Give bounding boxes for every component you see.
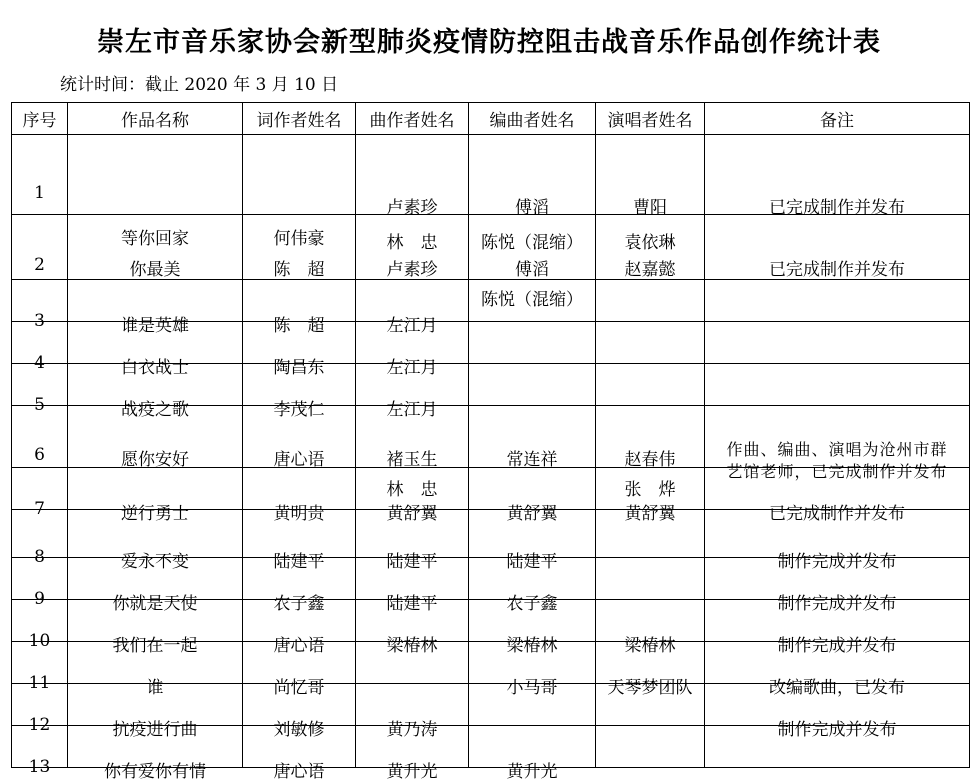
cell-name-text: 你有爱你有情 <box>104 761 206 782</box>
cell-singer <box>596 406 705 500</box>
cell-name-text: 你最美 <box>129 260 181 280</box>
cell-composer-text: 梁椿林 <box>386 635 438 656</box>
cell-composer <box>356 280 469 336</box>
cell-lyricist <box>243 280 356 336</box>
cell-note-text: 制作完成并发布 <box>777 635 897 656</box>
cell-singer <box>596 600 705 656</box>
cell-lyricist-text: 农子鑫 <box>273 593 325 614</box>
cell-arranger-text: 傅滔 <box>515 260 549 280</box>
cell-lyricist-text: 唐心语 <box>273 635 325 656</box>
cell-arranger <box>469 322 596 364</box>
cell-lyricist <box>243 468 356 524</box>
cell-no-text: 4 <box>34 352 45 373</box>
cell-lyricist-text: 唐心语 <box>273 761 325 782</box>
cell-singer-text: 梁椿林 <box>624 635 676 656</box>
cell-note-text: 改编歌曲，已发布 <box>769 677 905 698</box>
cell-composer-text: 黄舒翼 <box>386 503 438 524</box>
cell-lyricist-text: 尚忆哥 <box>273 677 325 698</box>
header-name: 作品名称 <box>68 103 243 135</box>
cell-composer-text: 左江月 <box>386 315 438 336</box>
cell-no <box>12 406 68 468</box>
cell-composer <box>356 135 469 253</box>
cell-no-text: 10 <box>28 630 51 651</box>
cell-name-text: 愿你安好 <box>121 449 189 470</box>
cell-no-text: 9 <box>34 588 45 609</box>
cell-arranger-text: 小马哥 <box>506 677 558 698</box>
cell-lyricist-text: 何伟豪 <box>273 228 325 249</box>
cell-singer-text: 天琴梦团队 <box>607 677 693 698</box>
cell-note-text: 制作完成并发布 <box>777 719 897 740</box>
stat-time: 统计时间：截止 2020 年 3 月 10 日 <box>60 75 339 95</box>
cell-no <box>12 135 68 215</box>
cell-name <box>68 135 243 249</box>
cell-composer-text: 林 忠 <box>386 232 438 253</box>
header-no: 序号 <box>12 103 68 135</box>
cell-no-text: 1 <box>34 182 45 203</box>
cell-composer-text: 黄乃涛 <box>386 719 438 740</box>
cell-lyricist <box>243 135 356 249</box>
cell-lyricist-text: 陶昌东 <box>273 357 325 378</box>
cell-composer-text: 卢素珍 <box>386 197 438 218</box>
cell-singer <box>596 322 705 364</box>
cell-note-text: 制作完成并发布 <box>777 593 897 614</box>
cell-no <box>12 280 68 331</box>
cell-lyricist-text: 黄明贵 <box>273 503 325 524</box>
cell-lyricist-text: 唐心语 <box>273 449 325 470</box>
cell-name-text: 谁 <box>146 677 164 698</box>
stats-table <box>11 102 970 782</box>
cell-singer <box>596 280 705 322</box>
cell-singer-text: 袁依琳 <box>624 232 676 253</box>
cell-singer <box>596 364 705 406</box>
cell-note <box>705 364 970 406</box>
cell-lyricist-text: 李茂仁 <box>273 399 325 420</box>
cell-arranger <box>469 364 596 406</box>
cell-singer-text: 张 烨 <box>624 479 676 500</box>
cell-arranger-text: 陆建平 <box>506 551 558 572</box>
table-header-row <box>12 103 970 135</box>
cell-arranger-text: 陈悦（混缩） <box>481 232 583 253</box>
cell-name-text: 你就是天使 <box>112 593 198 614</box>
cell-composer-text: 林 忠 <box>386 479 438 500</box>
cell-no-text: 3 <box>34 310 45 331</box>
cell-no-text: 11 <box>28 672 51 693</box>
cell-name-text: 谁是英雄 <box>121 315 189 336</box>
cell-no-text: 2 <box>34 255 45 275</box>
cell-no <box>12 468 68 519</box>
page-title: 崇左市音乐家协会新型肺炎疫情防控阻击战音乐作品创作统计表 <box>97 27 881 58</box>
header-lyricist: 词作者姓名 <box>243 103 356 135</box>
cell-name-text: 爱永不变 <box>121 551 189 572</box>
cell-singer-text: 曹阳 <box>633 197 667 218</box>
cell-arranger-text: 傅滔 <box>515 197 549 218</box>
cell-no-text: 6 <box>34 444 45 465</box>
cell-no-text: 7 <box>34 498 45 519</box>
cell-note-text: 制作完成并发布 <box>777 551 897 572</box>
cell-arranger <box>469 468 596 524</box>
cell-no-text: 13 <box>28 756 51 777</box>
cell-composer-text: 陆建平 <box>386 551 438 572</box>
cell-name-text: 抗疫进行曲 <box>112 719 198 740</box>
cell-lyricist-text: 陆建平 <box>273 551 325 572</box>
cell-singer <box>596 558 705 600</box>
cell-arranger-text: 陈悦（混缩） <box>481 290 583 310</box>
cell-composer <box>356 684 469 740</box>
cell-lyricist-text: 陈 超 <box>273 260 325 280</box>
cell-note <box>705 135 970 218</box>
header-note: 备注 <box>705 103 970 135</box>
cell-lyricist-text: 刘敏修 <box>273 719 325 740</box>
cell-arranger <box>469 726 596 782</box>
cell-singer-text: 黄舒翼 <box>624 503 676 524</box>
cell-note-text: 已完成制作并发布 <box>769 260 905 280</box>
cell-arranger <box>469 406 596 468</box>
cell-arranger-text: 黄舒翼 <box>506 503 558 524</box>
cell-arranger-text: 常连祥 <box>506 449 558 470</box>
cell-lyricist-text: 陈 超 <box>273 315 325 336</box>
cell-note <box>705 406 970 481</box>
cell-arranger <box>469 135 596 253</box>
cell-name-text: 战疫之歌 <box>121 399 189 420</box>
cell-singer-text: 赵春伟 <box>624 449 676 470</box>
cell-composer-text: 左江月 <box>386 357 438 378</box>
cell-note-text: 已完成制作并发布 <box>769 503 905 524</box>
header-composer: 曲作者姓名 <box>356 103 469 135</box>
cell-note-text: 作曲、编曲、演唱为沧州市群 <box>726 439 948 459</box>
cell-name-text: 白衣战士 <box>121 357 189 378</box>
cell-composer-text: 陆建平 <box>386 593 438 614</box>
cell-note-text: 艺馆老师，已完成制作并发布 <box>726 461 948 481</box>
cell-arranger-text: 黄升光 <box>506 761 558 782</box>
cell-composer-text: 黄升光 <box>386 761 438 782</box>
cell-composer-text: 左江月 <box>386 399 438 420</box>
cell-note-text: 已完成制作并发布 <box>769 197 905 218</box>
cell-composer-text: 褚玉生 <box>386 449 438 470</box>
cell-name-text: 逆行勇士 <box>121 503 189 524</box>
cell-no <box>12 215 68 280</box>
cell-name <box>68 280 243 336</box>
cell-arranger-text: 农子鑫 <box>506 593 558 614</box>
cell-composer-text: 卢素珍 <box>386 260 438 280</box>
cell-no-text: 8 <box>34 546 45 567</box>
cell-no-text: 5 <box>34 394 45 415</box>
cell-name-text: 我们在一起 <box>112 635 198 656</box>
header-singer: 演唱者姓名 <box>596 103 705 135</box>
table-row <box>12 135 970 215</box>
cell-note <box>705 322 970 364</box>
cell-name-text: 等你回家 <box>121 228 189 249</box>
cell-arranger-text: 梁椿林 <box>506 635 558 656</box>
cell-note <box>705 215 970 280</box>
header-arranger: 编曲者姓名 <box>469 103 596 135</box>
cell-singer <box>596 726 705 768</box>
cell-name <box>68 468 243 524</box>
cell-note <box>705 280 970 322</box>
cell-no-text: 12 <box>28 714 51 735</box>
cell-singer <box>596 135 705 253</box>
cell-singer-text: 赵嘉懿 <box>624 260 676 280</box>
